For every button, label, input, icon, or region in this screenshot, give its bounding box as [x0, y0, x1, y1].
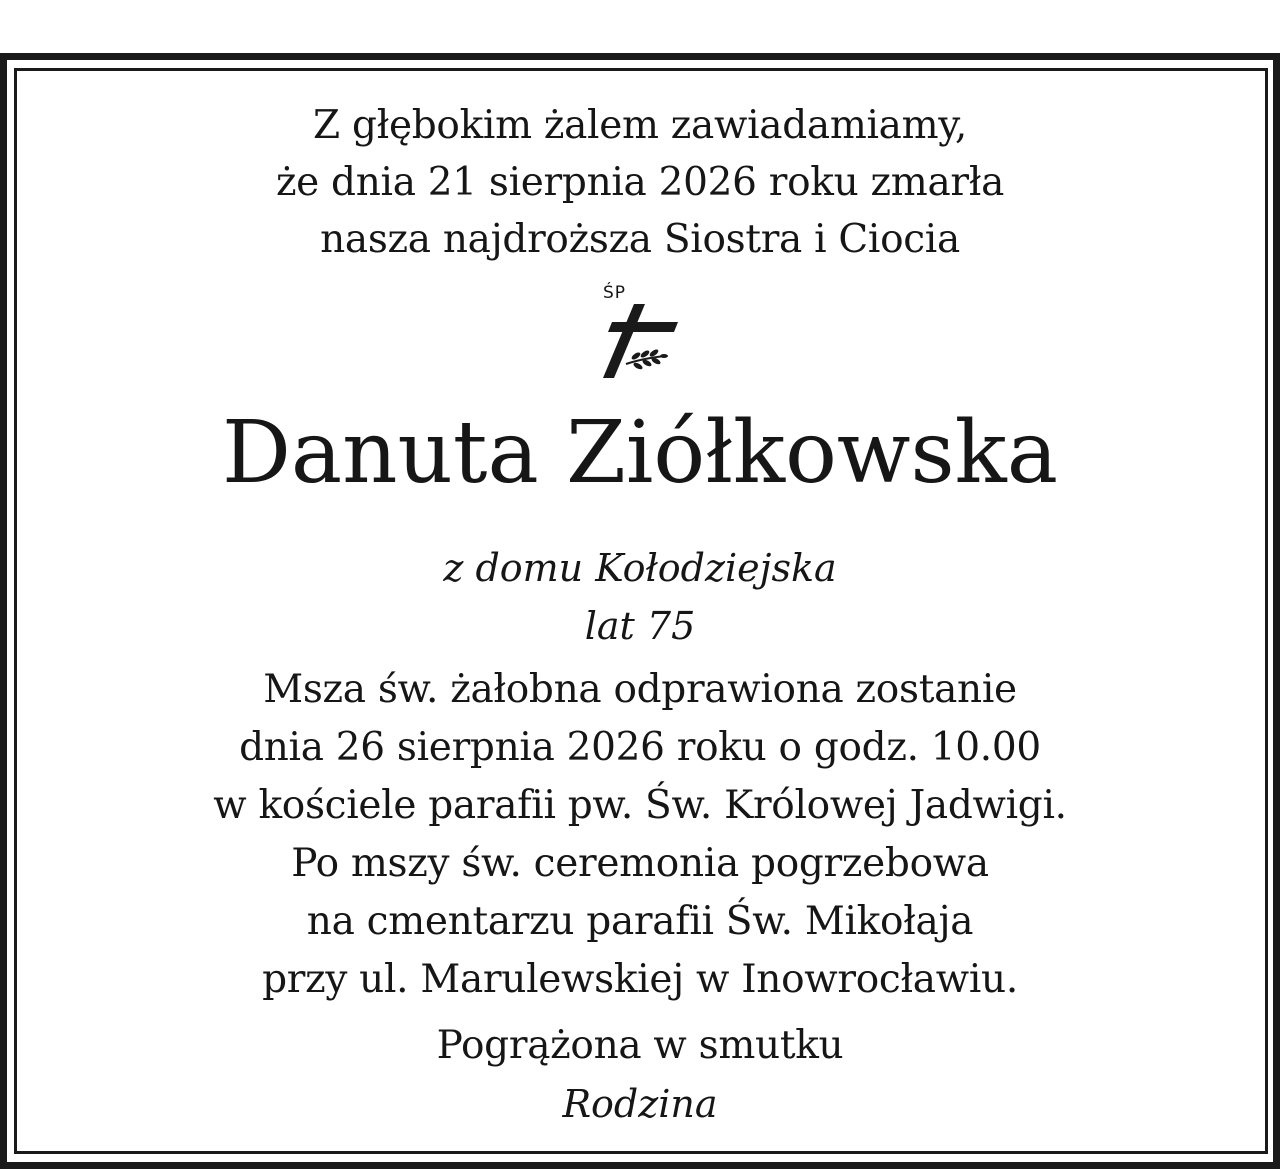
cross-with-palm-branch-icon	[596, 298, 686, 382]
signature: Rodzina	[562, 1082, 718, 1126]
ceremony-line-4: Po mszy św. ceremonia pogrzebowa	[291, 841, 989, 886]
sp-mark: ŚP	[603, 283, 627, 303]
ceremony-line-6: przy ul. Marulewskiej w Inowrocławiu.	[262, 957, 1018, 1002]
deceased-name: Danuta Ziółkowska	[221, 403, 1059, 503]
ceremony-line-1: Msza św. żałobna odprawiona zostanie	[263, 667, 1017, 712]
intro-line-3: nasza najdroższa Siostra i Ciocia	[320, 217, 960, 262]
intro-line-1: Z głębokim żalem zawiadamiamy,	[313, 103, 967, 148]
maiden-name: z domu Kołodziejska	[443, 546, 837, 590]
age: lat 75	[584, 604, 696, 648]
intro-line-2: że dnia 21 sierpnia 2026 roku zmarła	[275, 160, 1005, 205]
ceremony-line-5: na cmentarzu parafii Św. Mikołaja	[306, 899, 974, 944]
ceremony-line-2: dnia 26 sierpnia 2026 roku o godz. 10.00	[239, 725, 1041, 770]
ceremony-line-3: w kościele parafii pw. Św. Królowej Jadwigi.	[213, 783, 1067, 828]
closing-text: Pogrążona w smutku	[436, 1023, 844, 1068]
